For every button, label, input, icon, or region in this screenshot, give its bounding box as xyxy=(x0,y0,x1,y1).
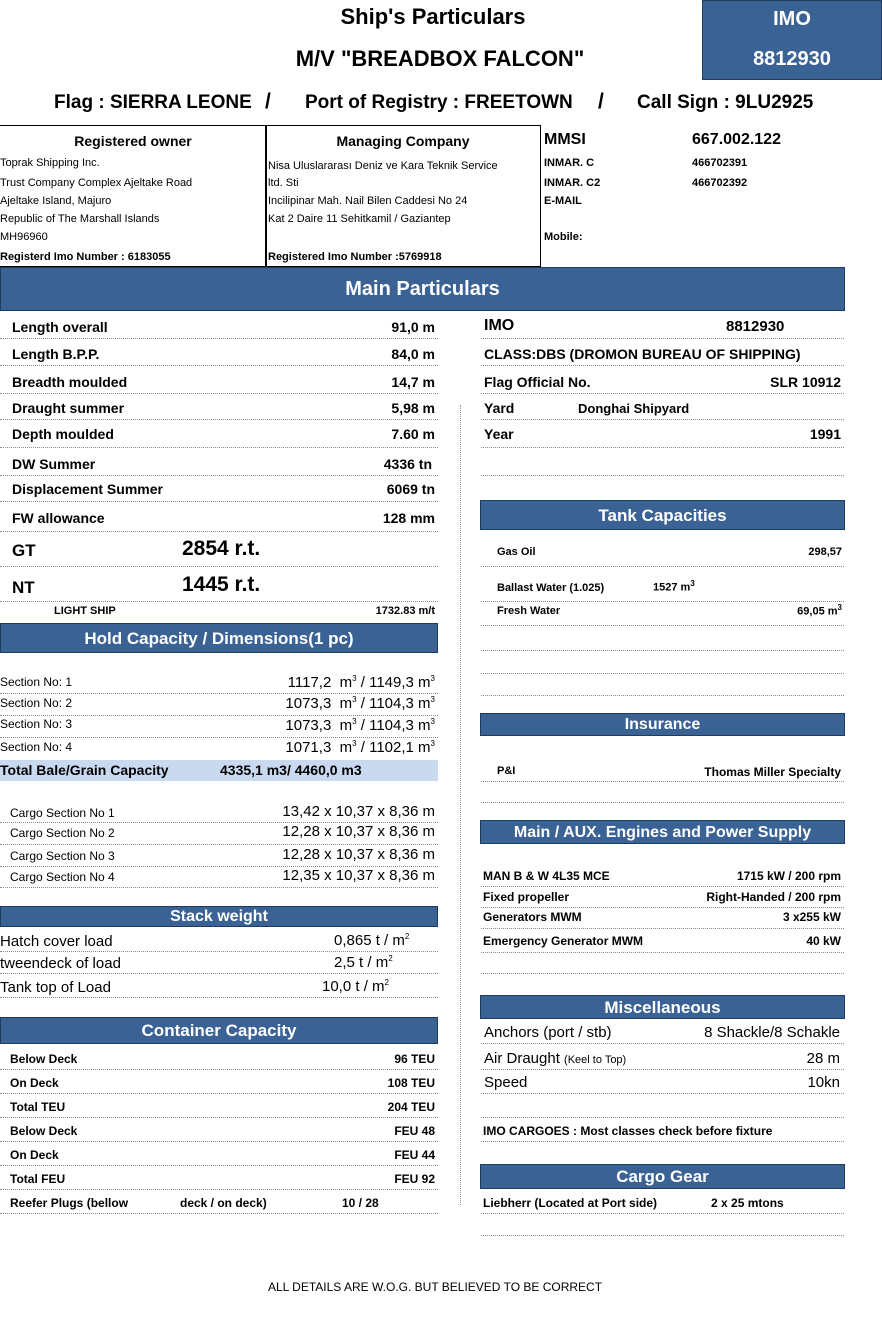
row-rule xyxy=(481,1069,844,1070)
stack-label: Hatch cover load xyxy=(0,933,113,950)
mp-value: 91,0 m xyxy=(391,319,435,335)
mp-value: 14,7 m xyxy=(391,374,435,390)
row-rule xyxy=(0,447,438,448)
light-ship-label: LIGHT SHIP xyxy=(54,605,116,617)
row-rule xyxy=(481,601,844,602)
row-rule xyxy=(0,475,438,476)
row-rule xyxy=(0,887,438,888)
mmsi-value: 667.002.122 xyxy=(692,131,781,148)
row-rule xyxy=(481,973,844,974)
mp-label: Depth moulded xyxy=(12,426,114,442)
row-rule xyxy=(481,907,844,908)
row-rule xyxy=(481,673,844,674)
section-value: 1117,2 $m^3 / 1149,3$ $m^3$ xyxy=(287,674,435,691)
mp-label: Displacement Summer xyxy=(12,481,163,497)
mp-value: 4336 tn xyxy=(383,456,432,472)
row-rule xyxy=(0,1141,438,1142)
class-text: CLASS:DBS (DROMON BUREAU OF SHIPPING) xyxy=(484,346,801,362)
row-rule xyxy=(481,1117,844,1118)
pi-label: P&I xyxy=(497,765,516,777)
row-rule xyxy=(481,419,844,420)
air-draught-value: 28 m xyxy=(806,1050,840,1067)
pi-value: Thomas Miller Specialty xyxy=(704,765,841,779)
container-value: 96 TEU xyxy=(394,1052,435,1066)
cargo-section-label: Cargo Section No 1 xyxy=(10,806,115,820)
year-value: 1991 xyxy=(809,426,841,442)
cargo-gear-label: Liebherr (Located at Port side) xyxy=(483,1196,658,1210)
total-capacity-label: Total Bale/Grain Capacity xyxy=(0,762,169,778)
hold-capacity-heading: Hold Capacity / Dimensions(1 pc) xyxy=(0,623,438,653)
yard-value: Donghai Shipyard xyxy=(578,401,690,416)
mp-label: FW allowance xyxy=(12,510,105,526)
row-rule xyxy=(0,693,438,694)
nt-label: NT xyxy=(12,578,35,597)
light-ship-value: 1732.83 m/t xyxy=(375,605,435,617)
manager-heading: Managing Company xyxy=(336,133,470,149)
row-rule xyxy=(481,952,844,953)
stack-value: 10,0 t / $m^2$ xyxy=(322,978,389,995)
container-value: FEU 92 xyxy=(394,1172,435,1186)
port-text: Port of Registry : FREETOWN xyxy=(305,92,573,113)
section-label: Section No: 1 xyxy=(0,675,73,689)
row-rule xyxy=(0,1069,438,1070)
row-rule xyxy=(481,625,844,626)
row-rule xyxy=(481,650,844,651)
row-rule xyxy=(0,737,438,738)
row-rule xyxy=(0,601,438,602)
imo-cargoes-text: IMO CARGOES : Most classes check before fixture xyxy=(483,1124,773,1138)
cargo-gear-heading: Cargo Gear xyxy=(480,1164,845,1189)
mp-label: Length overall xyxy=(12,319,108,335)
row-rule xyxy=(0,997,438,998)
cargo-section-label: Cargo Section No 4 xyxy=(10,870,115,884)
gt-value: 2854 r.t. xyxy=(182,537,261,560)
row-rule xyxy=(481,1093,844,1094)
anchors-label: Anchors (port / stb) xyxy=(484,1024,612,1041)
reefer-value: 10 / 28 xyxy=(342,1196,379,1210)
anchors-value: 8 Shackle/8 Schakle xyxy=(704,1024,840,1041)
container-label: Total FEU xyxy=(10,1172,66,1186)
manager-line: ltd. Sti xyxy=(268,177,299,189)
container-label: Total TEU xyxy=(10,1100,66,1114)
engine-label: Emergency Generator MWM xyxy=(483,934,644,948)
row-rule xyxy=(0,1117,438,1118)
engine-value: 1715 kW / 200 rpm xyxy=(736,869,841,883)
mobile-label: Mobile: xyxy=(544,231,583,243)
inmarc2-label: INMAR. C2 xyxy=(544,177,601,189)
flag-official-value: SLR 10912 xyxy=(770,374,841,390)
nt-value: 1445 r.t. xyxy=(182,573,261,596)
total-capacity-value: 4335,1 m3/ 4460,0 m3 xyxy=(220,762,362,778)
footer-disclaimer: ALL DETAILS ARE W.O.G. BUT BELIEVED TO BE CORRECT xyxy=(267,1280,603,1294)
row-rule xyxy=(0,419,438,420)
row-rule xyxy=(481,1235,844,1236)
cargo-section-value: 12,28 x 10,37 x 8,36 m xyxy=(282,846,435,863)
ballast-value: 1527 $m^3$ xyxy=(653,579,695,594)
cargo-section-label: Cargo Section No 3 xyxy=(10,849,115,863)
stack-label: tweendeck of load xyxy=(0,955,121,972)
row-rule xyxy=(0,1213,438,1214)
row-rule xyxy=(0,501,438,502)
row-rule xyxy=(0,393,438,394)
manager-line: Incilipinar Mah. Nail Bilen Caddesi No 24 xyxy=(268,195,468,207)
stack-value: 2,5 t / $m^2$ xyxy=(334,954,393,971)
imo-box xyxy=(702,0,882,80)
owner-line: Toprak Shipping Inc. xyxy=(0,157,100,169)
mp-value: 5,98 m xyxy=(391,400,435,416)
engines-heading: Main / AUX. Engines and Power Supply xyxy=(480,820,845,844)
section-value: 1071,3 $m^3 / 1102,1$ $m^3$ xyxy=(285,739,435,756)
row-rule xyxy=(481,566,844,567)
container-label: Below Deck xyxy=(10,1124,78,1138)
speed-label: Speed xyxy=(484,1074,528,1091)
inmarc2-value: 466702392 xyxy=(692,177,748,189)
engine-value: 3 x255 kW xyxy=(782,910,841,924)
row-rule xyxy=(481,338,844,339)
row-rule xyxy=(0,951,438,952)
title-ship-name: M/V "BREADBOX FALCON" xyxy=(295,46,585,71)
mp-label: Breadth moulded xyxy=(12,374,128,390)
mp-value: 128 mm xyxy=(382,510,435,526)
yard-label: Yard xyxy=(484,400,515,416)
section-label: Section No: 2 xyxy=(0,696,73,710)
container-capacity-heading: Container Capacity xyxy=(0,1017,438,1044)
container-value: FEU 48 xyxy=(394,1124,435,1138)
mp-value: 6069 tn xyxy=(386,481,435,497)
year-label: Year xyxy=(484,426,514,442)
container-label: On Deck xyxy=(10,1076,59,1090)
section-value: 1073,3 $m^3 / 1104,3$ $m^3$ xyxy=(285,717,435,734)
owner-line: Republic of The Marshall Islands xyxy=(0,213,160,225)
row-rule xyxy=(481,393,844,394)
imo-value: 8812930 xyxy=(726,318,785,335)
inmarc-label: INMAR. C xyxy=(544,157,595,169)
gt-label: GT xyxy=(12,541,36,560)
column-divider xyxy=(460,405,461,1205)
separator-1: / xyxy=(265,90,271,113)
cargo-section-value: 12,35 x 10,37 x 8,36 m xyxy=(282,867,435,884)
main-particulars-heading: Main Particulars xyxy=(0,267,845,311)
fresh-water-label: Fresh Water xyxy=(497,605,561,617)
row-rule xyxy=(481,447,844,448)
cargo-section-value: 12,28 x 10,37 x 8,36 m xyxy=(282,823,435,840)
mp-label: DW Summer xyxy=(12,456,96,472)
row-rule xyxy=(481,365,844,366)
engine-label: MAN B & W 4L35 MCE xyxy=(483,869,610,883)
email-label: E-MAIL xyxy=(544,195,582,207)
flag-official-label: Flag Official No. xyxy=(484,374,591,390)
stack-weight-heading: Stack weight xyxy=(0,906,438,927)
stack-value: 0,865 t / $m^2$ xyxy=(334,932,410,949)
row-rule xyxy=(0,566,438,567)
row-rule xyxy=(0,973,438,974)
gas-oil-label: Gas Oil xyxy=(497,546,536,558)
cargo-gear-value: 2 x 25 mtons xyxy=(711,1196,784,1210)
engine-label: Fixed propeller xyxy=(483,890,570,904)
row-rule xyxy=(481,928,844,929)
gas-oil-value: 298,57 xyxy=(808,546,842,558)
stack-label: Tank top of Load xyxy=(0,979,111,996)
row-rule xyxy=(481,695,844,696)
imo-box-value: 8812930 xyxy=(753,48,831,70)
cargo-section-value: 13,42 x 10,37 x 8,36 m xyxy=(282,803,435,820)
tank-capacities-heading: Tank Capacities xyxy=(480,500,845,530)
mp-value: 84,0 m xyxy=(391,346,435,362)
imo-box-label: IMO xyxy=(773,8,811,30)
section-label: Section No: 4 xyxy=(0,740,73,754)
container-value: 204 TEU xyxy=(387,1100,435,1114)
ballast-label: Ballast Water (1.025) xyxy=(497,582,605,594)
imo-label: IMO xyxy=(484,317,515,334)
row-rule xyxy=(481,781,844,782)
manager-line: Nisa Uluslararası Deniz ve Kara Teknik Service xyxy=(268,160,498,172)
row-rule xyxy=(0,531,438,532)
section-value: 1073,3 $m^3 / 1104,3$ $m^3$ xyxy=(285,695,435,712)
engine-label: Generators MWM xyxy=(483,910,582,924)
engine-value: 40 kW xyxy=(806,934,841,948)
row-rule xyxy=(481,886,844,887)
manager-line: Kat 2 Daire 11 Sehitkamil / Gaziantep xyxy=(268,213,451,225)
mmsi-label: MMSI xyxy=(544,131,586,148)
row-rule xyxy=(481,802,844,803)
owner-line: MH96960 xyxy=(0,231,48,243)
reefer-label: Reefer Plugs (bellow xyxy=(10,1196,129,1210)
section-label: Section No: 3 xyxy=(0,717,73,731)
owner-line: Ajeltake Island, Majuro xyxy=(0,195,112,207)
title-line1: Ship's Particulars xyxy=(340,4,526,29)
row-rule xyxy=(481,1043,844,1044)
speed-value: 10kn xyxy=(807,1074,840,1091)
row-rule xyxy=(481,1213,844,1214)
container-value: FEU 44 xyxy=(394,1148,435,1162)
container-label: Below Deck xyxy=(10,1052,78,1066)
row-rule xyxy=(0,365,438,366)
container-value: 108 TEU xyxy=(387,1076,435,1090)
row-rule xyxy=(0,1093,438,1094)
separator-2: / xyxy=(598,90,604,113)
row-rule xyxy=(0,338,438,339)
owner-heading: Registered owner xyxy=(74,133,192,149)
mp-label: Length B.P.P. xyxy=(12,346,100,362)
container-label: On Deck xyxy=(10,1148,59,1162)
manager-imo-number: Registered Imo Number :5769918 xyxy=(268,251,442,263)
fresh-water-value: 69,05 $m^3$ xyxy=(797,603,842,618)
mp-value: 7.60 m xyxy=(391,426,435,442)
row-rule xyxy=(0,1189,438,1190)
insurance-heading: Insurance xyxy=(480,713,845,736)
misc-heading: Miscellaneous xyxy=(480,995,845,1019)
inmarc-value: 466702391 xyxy=(692,157,748,169)
row-rule xyxy=(0,844,438,845)
mp-label: Draught summer xyxy=(12,400,125,416)
flag-text: Flag : SIERRA LEONE xyxy=(54,92,252,113)
air-draught-label: Air Draught (Keel to Top) xyxy=(484,1050,627,1067)
engine-value: Right-Handed / 200 rpm xyxy=(706,890,841,904)
owner-imo-number: Registerd Imo Number : 6183055 xyxy=(0,251,171,263)
row-rule xyxy=(481,475,844,476)
cargo-section-label: Cargo Section No 2 xyxy=(10,826,115,840)
row-rule xyxy=(0,1165,438,1166)
owner-line: Trust Company Complex Ajeltake Road xyxy=(0,177,193,189)
reefer-label-cont: deck / on deck) xyxy=(180,1196,267,1210)
call-sign-text: Call Sign : 9LU2925 xyxy=(637,92,814,113)
row-rule xyxy=(481,1141,844,1142)
row-rule xyxy=(0,715,438,716)
